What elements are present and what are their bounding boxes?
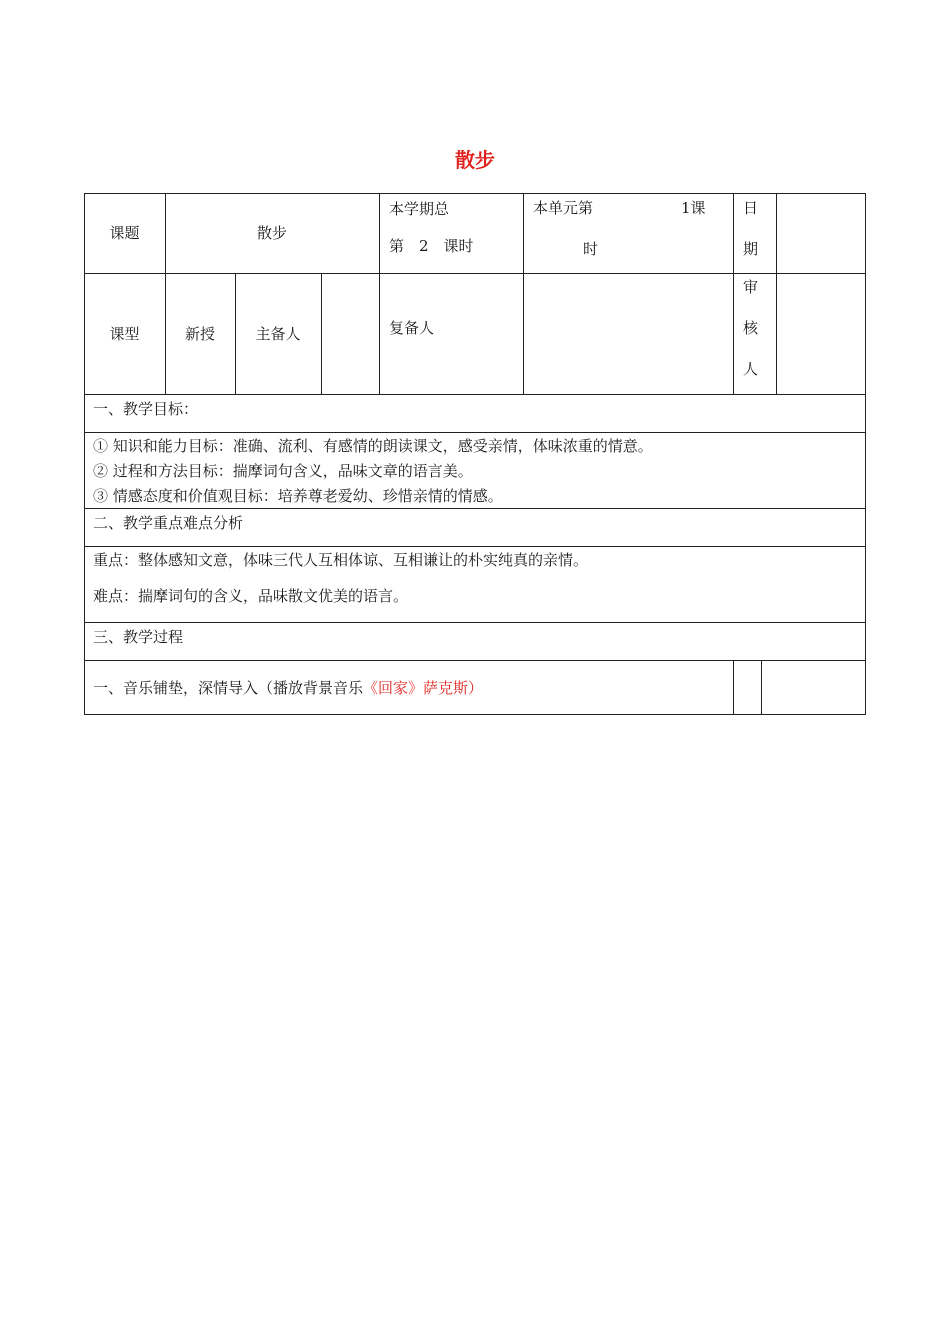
main-preparer-label: 主备人	[255, 324, 301, 343]
lesson-plan-table	[84, 193, 866, 715]
section-key-points-heading: 二、教学重点难点分析	[93, 514, 244, 532]
unit-lesson-number: 1课	[681, 199, 706, 217]
key-point: 重点：整体感知文意，体味三代人互相体谅、互相谦让的朴实纯真的亲情。	[93, 551, 589, 569]
unit-lesson-line1: 本单元第	[533, 199, 594, 217]
topic-label: 课题	[109, 224, 140, 242]
date-label-char2: 期	[743, 240, 759, 258]
co-preparer-label: 复备人	[389, 319, 435, 337]
process-step-1	[93, 678, 728, 698]
type-label: 课型	[109, 324, 140, 343]
music-title: 《回家》萨克斯）	[363, 679, 484, 697]
objective-item: ① 知识和能力目标：准确、流利、有感情的朗读课文，感受亲情，体味浓重的情意。	[93, 437, 653, 455]
type-value: 新授	[184, 324, 215, 343]
unit-lesson-line2: 时	[583, 240, 599, 258]
section-objectives-heading: 一、教学目标：	[93, 400, 199, 418]
reviewer-char2: 核	[743, 319, 759, 337]
objective-item: ③ 情感态度和价值观目标：培养尊老爱幼、珍惜亲情的情感。	[93, 487, 503, 505]
section-process-heading: 三、教学过程	[93, 628, 184, 646]
difficult-point: 难点：揣摩词句的含义，品味散文优美的语言。	[93, 587, 409, 605]
date-label-char1: 日	[743, 199, 759, 217]
topic-value: 散步	[256, 224, 287, 242]
process-step-1-text: 一、音乐铺垫，深情导入（播放背景音乐	[93, 679, 364, 697]
reviewer-char3: 人	[743, 360, 759, 378]
objective-item: ② 过程和方法目标：揣摩词句含义，品味文章的语言美。	[93, 462, 473, 480]
semester-total-line1: 本学期总	[389, 200, 450, 218]
semester-total-line2: 第 2 课时	[389, 237, 474, 255]
reviewer-char1: 审	[743, 278, 759, 296]
document-title: 散步	[455, 148, 495, 172]
